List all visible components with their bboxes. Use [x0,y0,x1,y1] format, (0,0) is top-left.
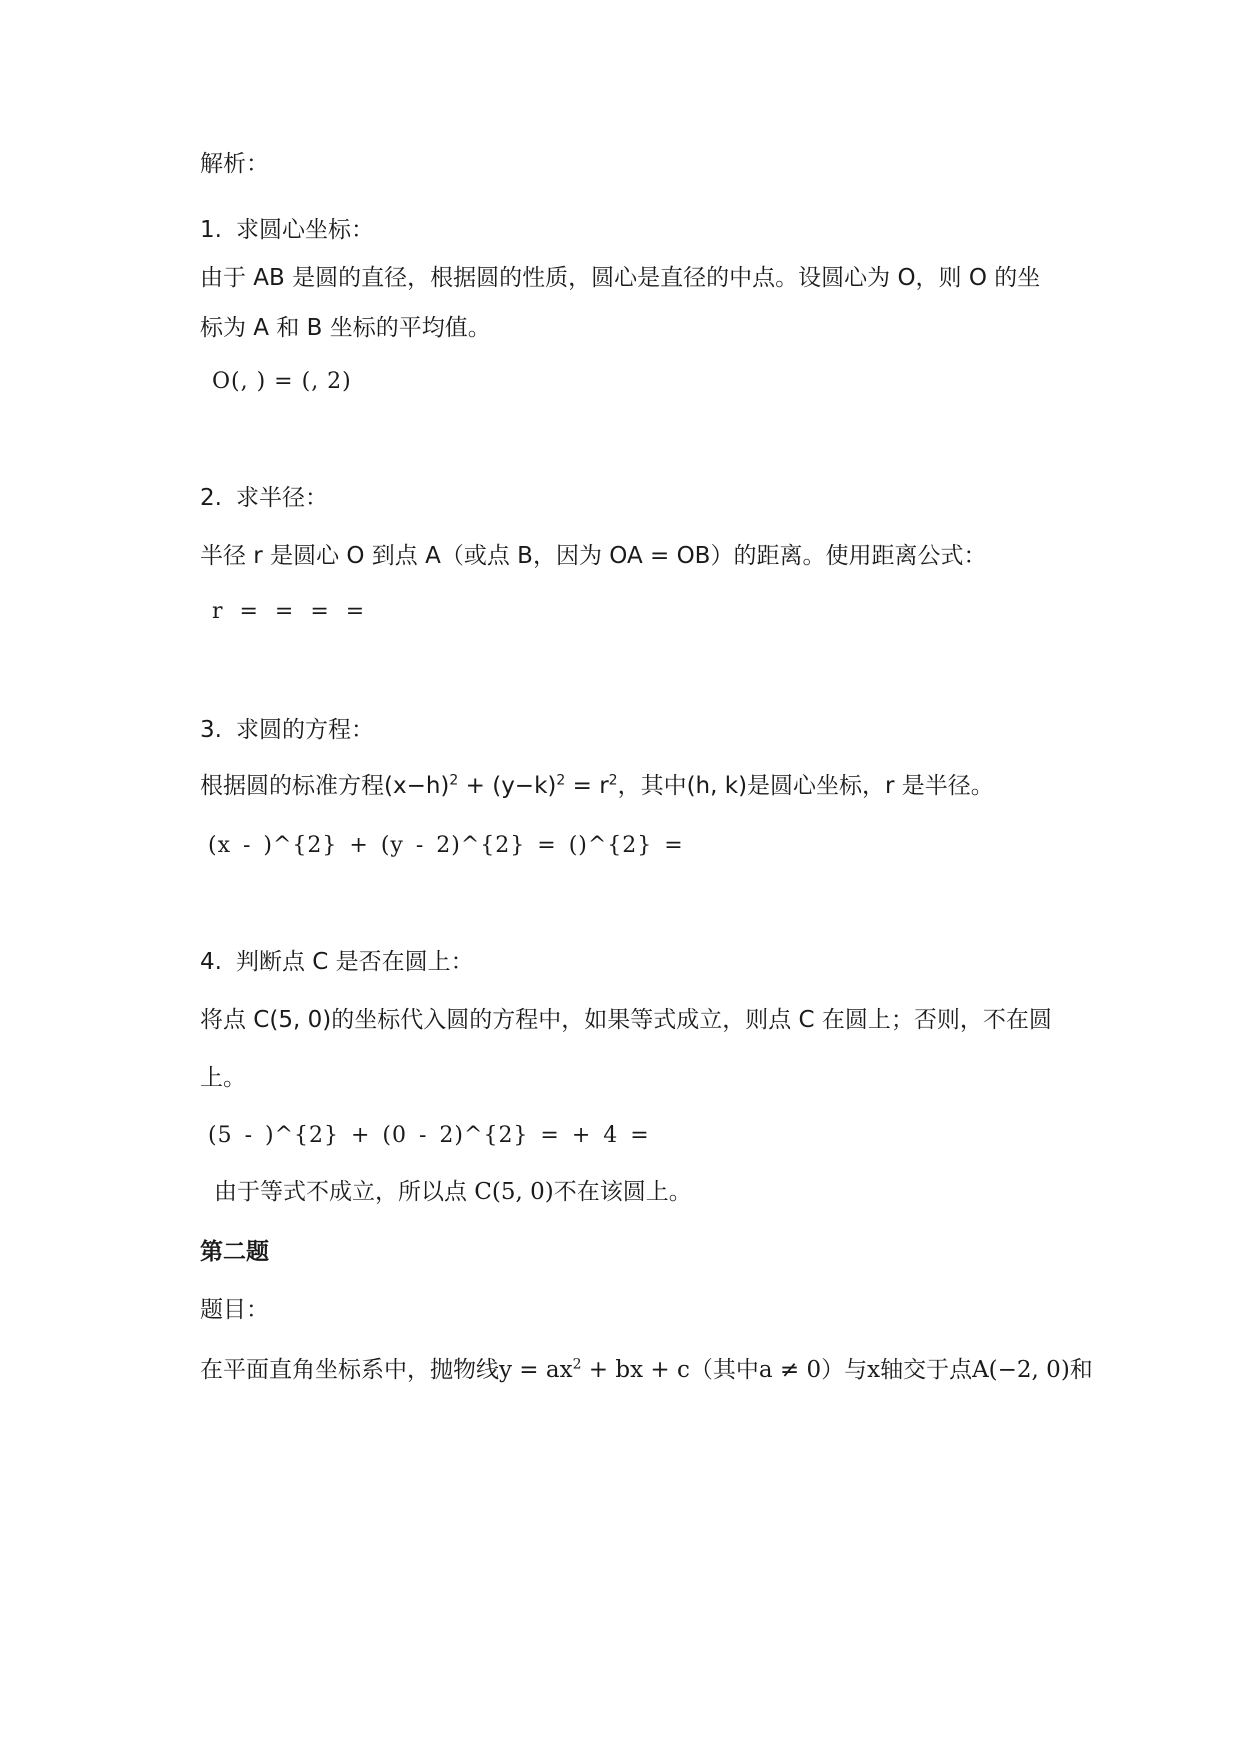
step2-number: 2. [200,485,222,511]
step1-heading [200,214,374,246]
step2-formula: r = = = = [212,599,366,624]
step3-exp-1: 2 [449,772,459,789]
step2-title: 求半径： [236,485,328,511]
problem2-heading: 第二题 [200,1239,269,1265]
step2-heading [200,482,328,514]
analysis-heading: 解析： [200,151,269,177]
step1-title: 求圆心坐标： [236,217,374,243]
step3-title: 求圆的方程： [236,717,374,743]
step3-formula: (x - )^{2} + (y - 2)^{2} = ()^{2} = [208,833,684,858]
step3-text-suffix: ，其中(h, k)是圆心坐标，r 是半径。 [617,773,994,799]
step1-formula: O(, ) = (, 2) [212,369,352,394]
step3-text [200,770,994,802]
step4-text-line2: 上。 [200,1065,246,1091]
step3-text-mid2: = r [565,773,609,799]
step4-conclusion: 由于等式不成立，所以点 C(5, 0)不在该圆上。 [214,1179,692,1205]
step1-number: 1. [200,217,222,243]
problem2-label: 题目： [200,1297,269,1323]
step4-text-line1: 将点 C(5, 0)的坐标代入圆的方程中，如果等式成立，则点 C 在圆上；否则，不在圆 [200,1007,1052,1033]
step3-heading [200,714,374,746]
problem2-text-prefix: 在平面直角坐标系中，抛物线y = ax [200,1357,573,1383]
step3-exp-2: 2 [556,772,566,789]
problem2-text-suffix: + bx + c（其中a ≠ 0）与x轴交于点A(−2, 0)和 [581,1357,1093,1383]
step4-heading [200,946,474,978]
step3-text-prefix: 根据圆的标准方程(x−h) [200,773,450,799]
step1-text-line2: 标为 A 和 B 坐标的平均值。 [200,315,491,341]
problem2-text [200,1354,1093,1386]
step3-text-mid1: + (y−k) [458,773,557,799]
problem2-exp: 2 [572,1356,582,1373]
step3-number: 3. [200,717,222,743]
step1-text-line1: 由于 AB 是圆的直径，根据圆的性质，圆心是直径的中点。设圆心为 O，则 O 的坐 [200,265,1041,291]
step2-text: 半径 r 是圆心 O 到点 A（或点 B，因为 OA = OB）的距离。使用距离公式： [200,543,987,569]
step4-formula: (5 - )^{2} + (0 - 2)^{2} = + 4 = [208,1123,650,1148]
step3-exp-3: 2 [608,772,618,789]
step4-title: 判断点 C 是否在圆上： [236,949,474,975]
step4-number: 4. [200,949,222,975]
